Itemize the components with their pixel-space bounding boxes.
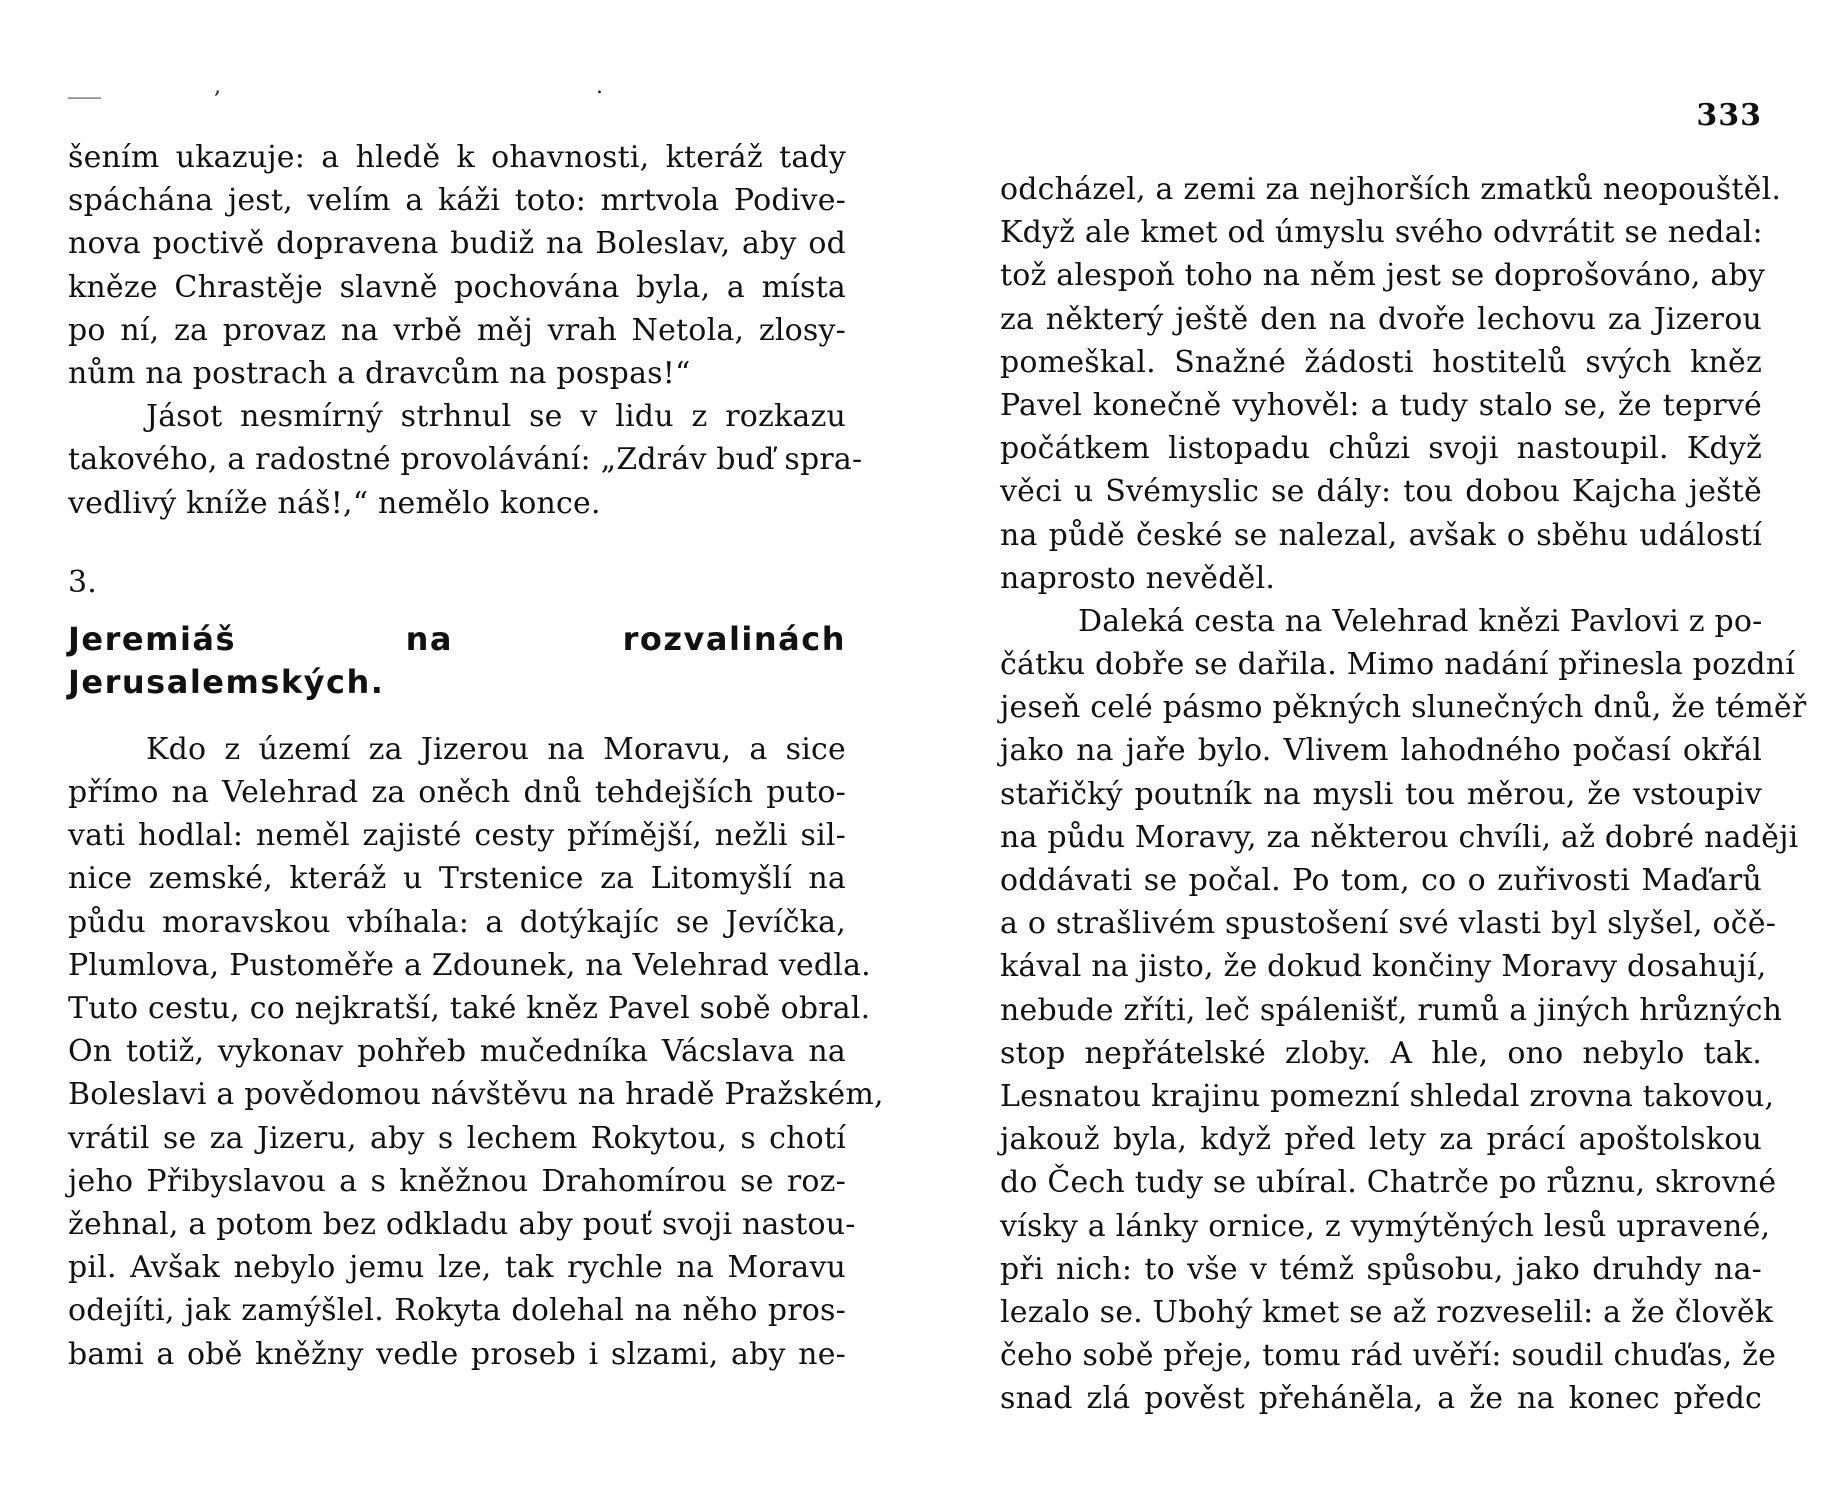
text-line: Daleká cesta na Velehrad knězi Pavlovi z po- bbox=[1078, 603, 1763, 639]
text-line: při nich: to vše v témž spůsobu, jako druhdy na- bbox=[1000, 1251, 1762, 1287]
text-line: oddávati se počal. Po tom, co o zuřivosti Maďarů bbox=[1000, 863, 1762, 898]
header-mark: ___ bbox=[68, 74, 101, 99]
text-line: Pavel konečně vyhověl: a tudy stalo se, že teprvé bbox=[1000, 387, 1762, 423]
text-line: šením ukazuje: a hledě k ohavnosti, kteráž tady bbox=[68, 140, 846, 175]
text-line: vrátil se za Jizeru, aby s lechem Rokytou, s chotí bbox=[68, 1120, 846, 1156]
text-line: naprosto nevěděl. bbox=[1000, 560, 1276, 596]
text-line: takového, a radostné provolávání: „Zdráv buď spra- bbox=[68, 442, 863, 478]
text-line: lezalo se. Ubohý kmet se až rozveselil: a že člověk bbox=[1000, 1294, 1774, 1330]
header-mark: , bbox=[214, 74, 221, 99]
text-line: pomeškal. Snažné žádosti hostitelů svých kněz bbox=[1000, 344, 1762, 380]
text-line: odejíti, jak zamýšlel. Rokyta dolehal na něho pros- bbox=[68, 1293, 846, 1329]
text-line: jeho Přibyslavou a s kněžnou Drahomírou se roz- bbox=[68, 1163, 846, 1199]
text-line: čeho sobě přeje, tomu rád uvěří: soudil chuďas, že bbox=[1000, 1338, 1777, 1374]
text-line: čátku dobře se dařila. Mimo nadání přinesla pozdní bbox=[1000, 647, 1796, 683]
text-line: počátkem listopadu chůzi svoji nastoupil. Když bbox=[1000, 431, 1762, 467]
text-line: na půdu Moravy, za některou chvíli, až dobré naději bbox=[1000, 819, 1799, 855]
text-line: stařičký poutník na mysli tou měrou, že vstoupiv bbox=[1000, 776, 1762, 812]
text-line: jeseň celé pásmo pěkných slunečných dnů, že téměř bbox=[1000, 690, 1807, 726]
section-title bbox=[68, 618, 846, 704]
right-page-text bbox=[1000, 168, 1807, 1420]
text-line: půdu moravskou vbíhala: a dotýkajíc se Jevíčka, bbox=[68, 904, 846, 940]
text-line: On totiž, vykonav pohřeb mučedníka Vácslava na bbox=[68, 1034, 846, 1070]
text-line: bami a obě kněžny vedle proseb i slzami, aby ne- bbox=[68, 1336, 846, 1372]
text-line: a o strašlivém spustošení své vlasti byl slyšel, očě- bbox=[1000, 906, 1777, 942]
header-mark: . bbox=[596, 74, 603, 99]
text-line: jako na jaře bylo. Vlivem lahodného počasí okřál bbox=[1000, 733, 1762, 769]
paragraph bbox=[68, 395, 863, 525]
text-line: nice zemské, kteráž u Trstenice za Litomyšlí na bbox=[68, 861, 846, 897]
text-line: Lesnatou krajinu pomezní shledal zrovna takovou, bbox=[1000, 1078, 1775, 1114]
text-line: nům na postrach a dravcům na pospas!“ bbox=[68, 355, 691, 391]
text-line: Jásot nesmírný strhnul se v lidu z rozkazu bbox=[146, 399, 846, 435]
text-line: kával na jisto, že dokud končiny Moravy dosahují, bbox=[1000, 949, 1767, 985]
text-line: žehnal, a potom bez odkladu aby pouť svoji nastou- bbox=[68, 1206, 856, 1242]
text-line: odcházel, a zemi za nejhorších zmatků neopouštěl. bbox=[1000, 172, 1782, 207]
left-page-text bbox=[68, 136, 884, 1376]
text-line: Boleslavi a povědomou návštěvu na hradě Pražském, bbox=[68, 1077, 884, 1113]
text-line: Kdo z území za Jizerou na Moravu, a sice bbox=[146, 731, 846, 767]
text-line: jakouž byla, když před lety za prácí apoštolskou bbox=[1000, 1122, 1762, 1158]
text-line: tož alespoň toho na něm jest se doprošováno, aby bbox=[1000, 258, 1766, 294]
left-header-marks bbox=[68, 74, 708, 99]
text-line: po ní, za provaz na vrbě měj vrah Netola, zlosy- bbox=[68, 312, 846, 348]
text-line: Tuto cestu, co nejkratší, také kněz Pavel sobě obral. bbox=[68, 991, 871, 1027]
paragraph bbox=[68, 728, 884, 1376]
text-line: spáchána jest, velím a káži toto: mrtvola Podive- bbox=[68, 183, 846, 219]
paragraph bbox=[68, 136, 846, 395]
text-line: Plumlova, Pustoměře a Zdounek, na Velehrad vedla. bbox=[68, 947, 871, 983]
text-line: vati hodlal: neměl zajisté cesty přímější, nežli sil- bbox=[68, 818, 846, 854]
text-line: pil. Avšak nebylo jemu lze, tak rychle na Moravu bbox=[68, 1250, 846, 1286]
paragraph bbox=[1000, 168, 1782, 600]
section-title-line: Jerusalemských. bbox=[68, 662, 385, 701]
text-line: do Čech tudy se ubíral. Chatrče po různu, skrovné bbox=[1000, 1165, 1777, 1201]
text-line: vedlivý kníže náš!,“ nemělo konce. bbox=[68, 485, 601, 521]
text-line: na půdě české se nalezal, avšak o sběhu událostí bbox=[1000, 517, 1762, 553]
text-line: kněze Chrastěje slavně pochována byla, a místa bbox=[68, 269, 846, 305]
text-line: za některý ještě den na dvoře lechovu za Jizerou bbox=[1000, 301, 1762, 337]
text-line: přímo na Velehrad za oněch dnů tehdejších puto- bbox=[68, 775, 846, 811]
text-line: věci u Svémyslic se dály: tou dobou Kajcha ještě bbox=[1000, 474, 1762, 510]
text-line: nova poctivě dopravena budiž na Boleslav, aby od bbox=[68, 226, 846, 262]
page-number: 333 bbox=[1696, 98, 1762, 133]
text-line: vísky a lánky ornice, z vymýtěných lesů upravené, bbox=[1000, 1208, 1771, 1244]
text-line: stop nepřátelské zloby. A hle, ono nebylo tak. bbox=[1000, 1035, 1762, 1071]
text-line: nebude zříti, leč spálenišť, rumů a jiných hrůzných bbox=[1000, 992, 1783, 1028]
paragraph bbox=[1000, 600, 1807, 1421]
text-line: Když ale kmet od úmyslu svého odvrátit se nedal: bbox=[1000, 215, 1763, 251]
section-number: 3. bbox=[68, 564, 98, 600]
text-line: snad zlá pověst přeháněla, a že na konec předc bbox=[1000, 1381, 1762, 1417]
section-title-line: Jeremiáš na rozvalinách bbox=[68, 619, 846, 658]
